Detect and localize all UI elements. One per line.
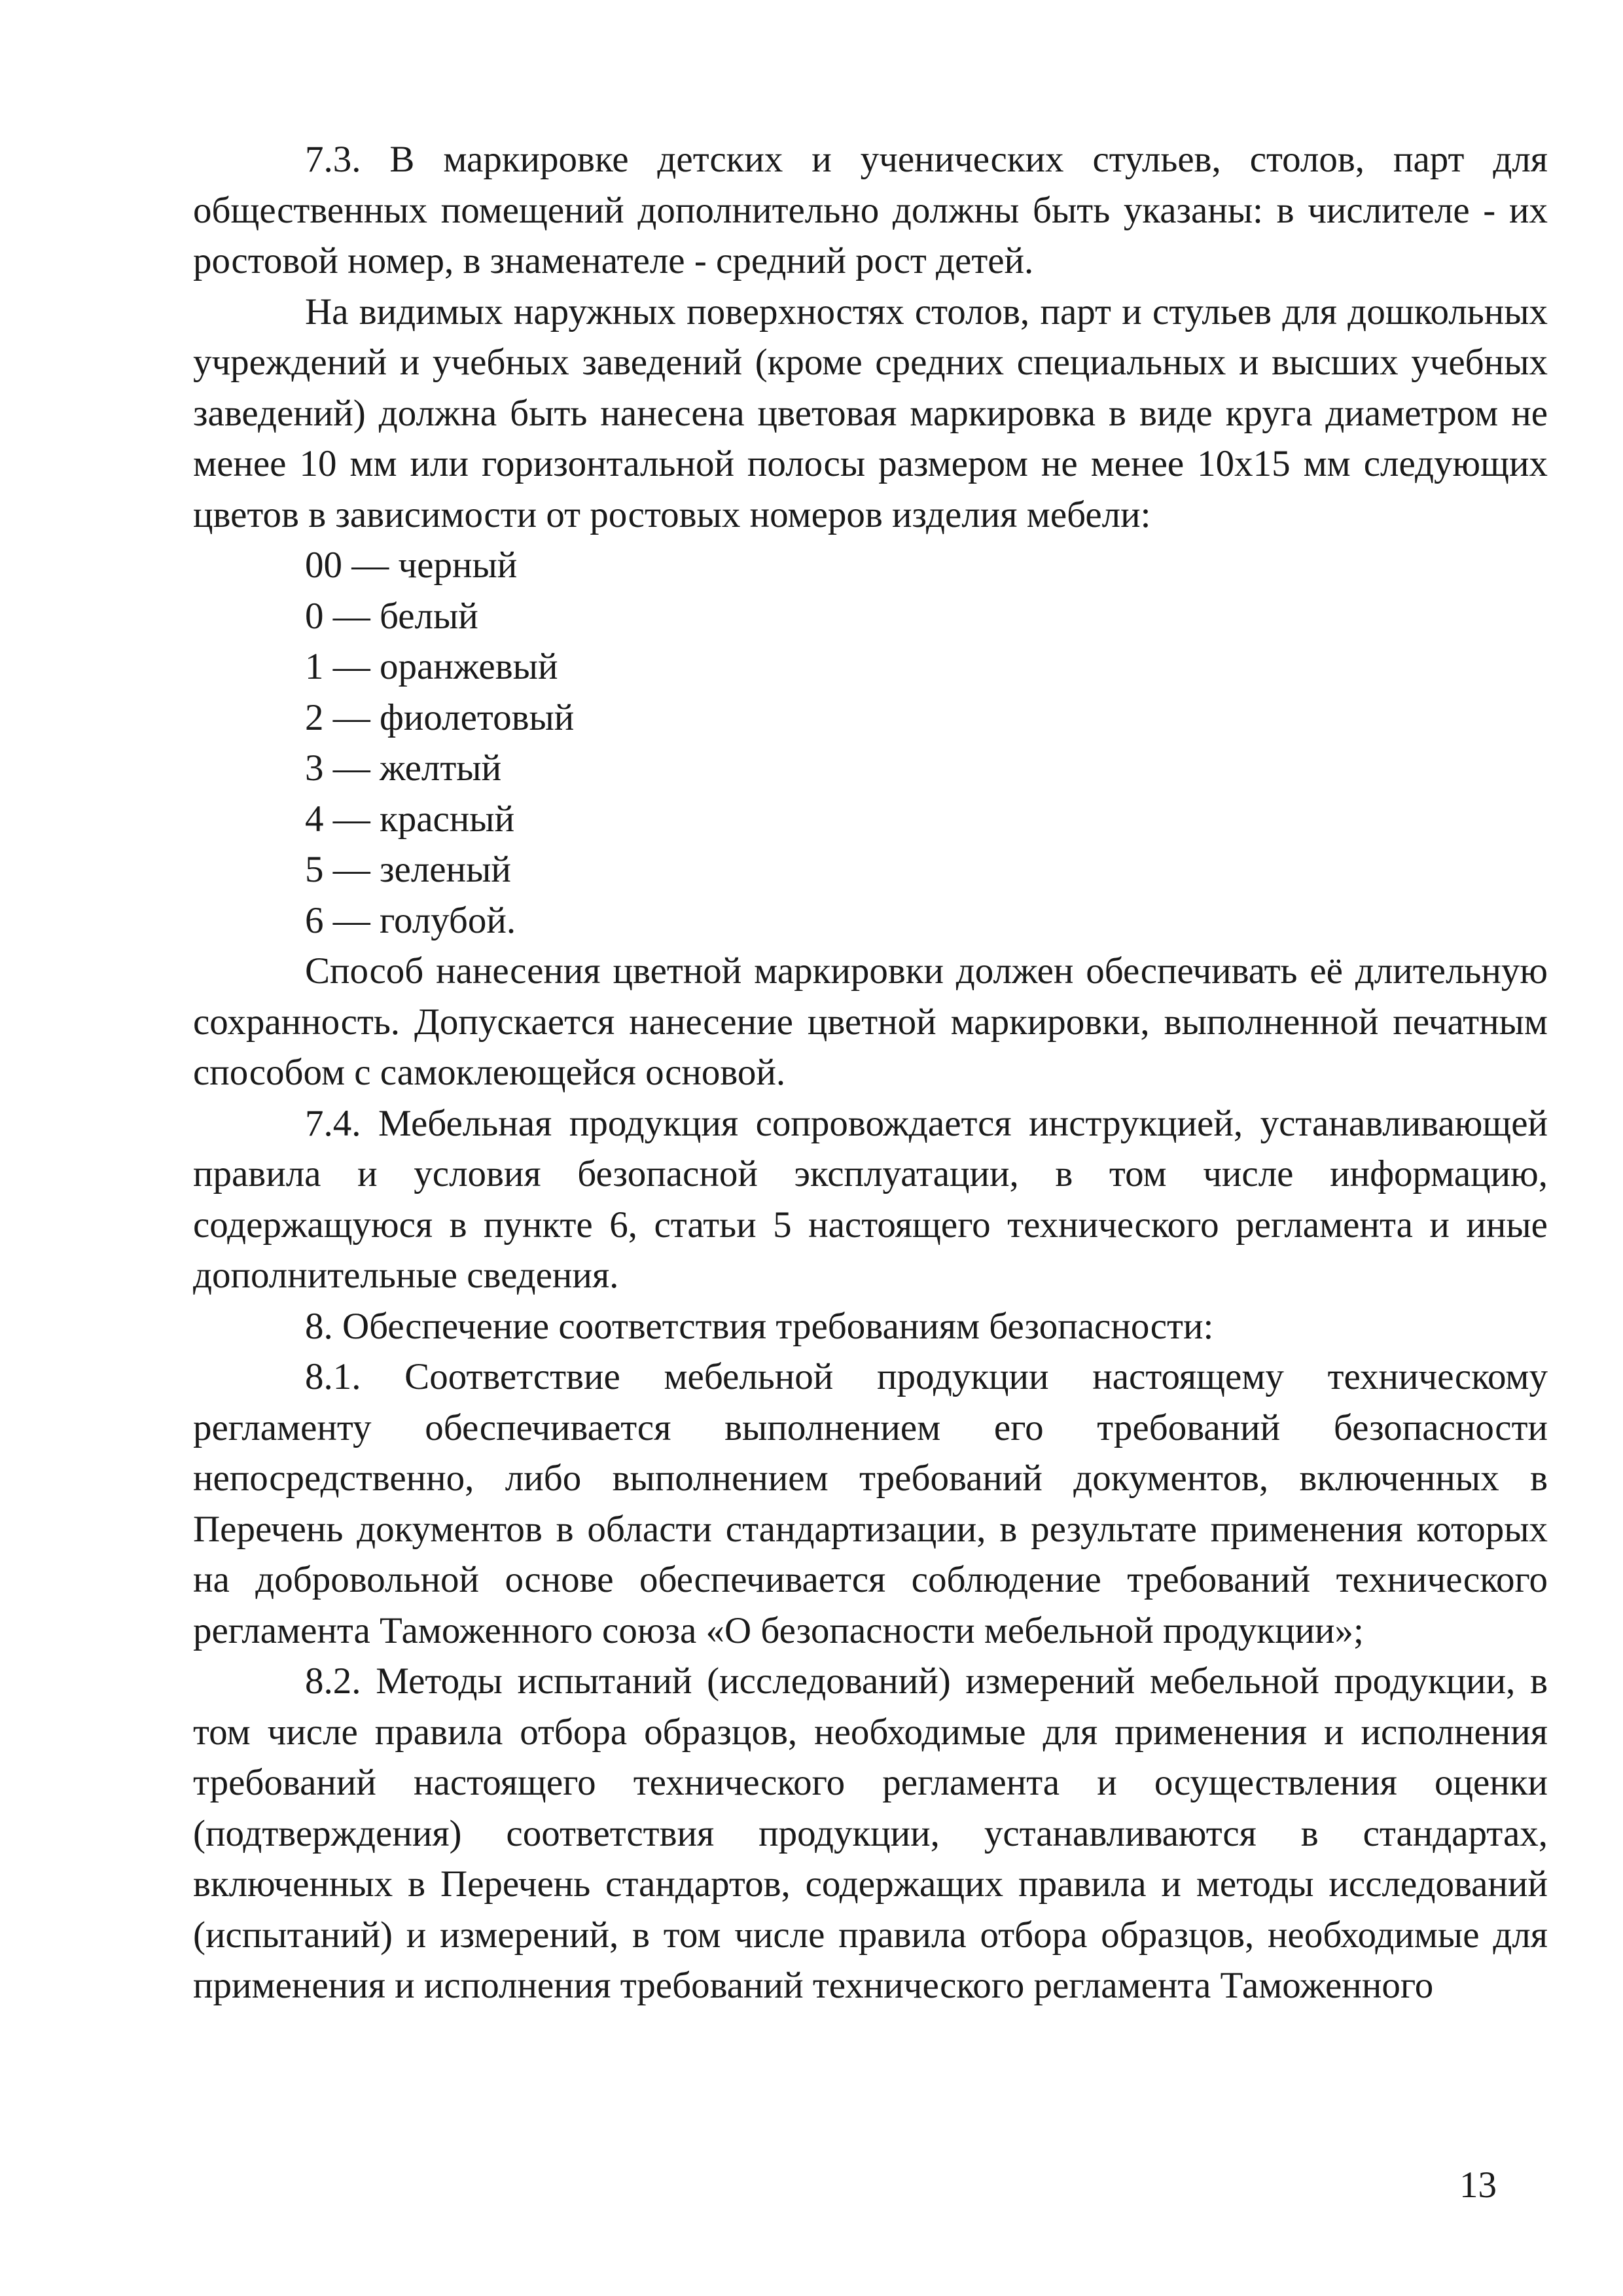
- list-item-orange: 1 — оранжевый: [305, 646, 558, 687]
- list-item-light-blue: 6 — голубой.: [305, 899, 516, 941]
- paragraph-8-2: 8.2. Методы испытаний (исследований) измерений мебельной продукции, в том числе правила отбора образцов, необходимые для применения и исполнения требований настоящего технического регламента и осуществления оценки (подтверждения) соответствия продукции, устанавливаются в стандартах, включенных в Перечень стандартов, содержащих правила и методы исследований (испытаний) и измерений, в том числе правила отбора образцов, необходимые для применения и исполнения требований технического регламента Таможенного: [193, 1660, 1548, 2006]
- paragraph-8-1: 8.1. Соответствие мебельной продукции настоящему техническому регламенту обеспечивается выполнением его требований безопасности непосредственно, либо выполнением требований документов, включенных в Перечень документов в области стандартизации, в результате применения которых на добровольной основе обеспечивается соблюдение требований технического регламента Таможенного союза «О безопасности мебельной продукции»;: [193, 1356, 1548, 1651]
- list-item-white: 0 — белый: [305, 595, 478, 637]
- paragraph-8: 8. Обеспечение соответствия требованиям безопасности:: [305, 1305, 1214, 1347]
- list-item-yellow: 3 — желтый: [305, 747, 502, 789]
- paragraph-7-4: 7.4. Мебельная продукция сопровождается инструкцией, устанавливающей правила и условия безопасной эксплуатации, в том числе информацию, содержащуюся в пункте 6, статьи 5 настоящего технического регламента и иные дополнительные сведения.: [193, 1102, 1548, 1296]
- list-item-green: 5 — зеленый: [305, 849, 511, 890]
- color-marking-list: [193, 540, 1548, 946]
- paragraph-marking-method: Способ нанесения цветной маркировки должен обеспечивать её длительную сохранность. Допускается нанесение цветной маркировки, выполненной печатным способом с самоклеющейся основой.: [193, 950, 1548, 1093]
- list-item-red: 4 — красный: [305, 798, 515, 840]
- paragraph-7-3: 7.3. В маркировке детских и ученических стульев, столов, парт для общественных помещений дополнительно должны быть указаны: в числителе - их ростовой номер, в знаменателе - средний рост детей.: [193, 139, 1548, 281]
- list-item-black: 00 — черный: [305, 545, 518, 586]
- list-item-violet: 2 — фиолетовый: [305, 696, 575, 738]
- paragraph-color-marking: На видимых наружных поверхностях столов, парт и стульев для дошкольных учреждений и учебных заведений (кроме средних специальных и высших учебных заведений) должна быть нанесена цветовая маркировка в виде круга диаметром не менее 10 мм или горизонтальной полосы размером не менее 10х15 мм следующих цветов в зависимости от ростовых номеров изделия мебели:: [193, 291, 1548, 535]
- document-body: [193, 134, 1548, 2011]
- page-number: 13: [1459, 2164, 1497, 2206]
